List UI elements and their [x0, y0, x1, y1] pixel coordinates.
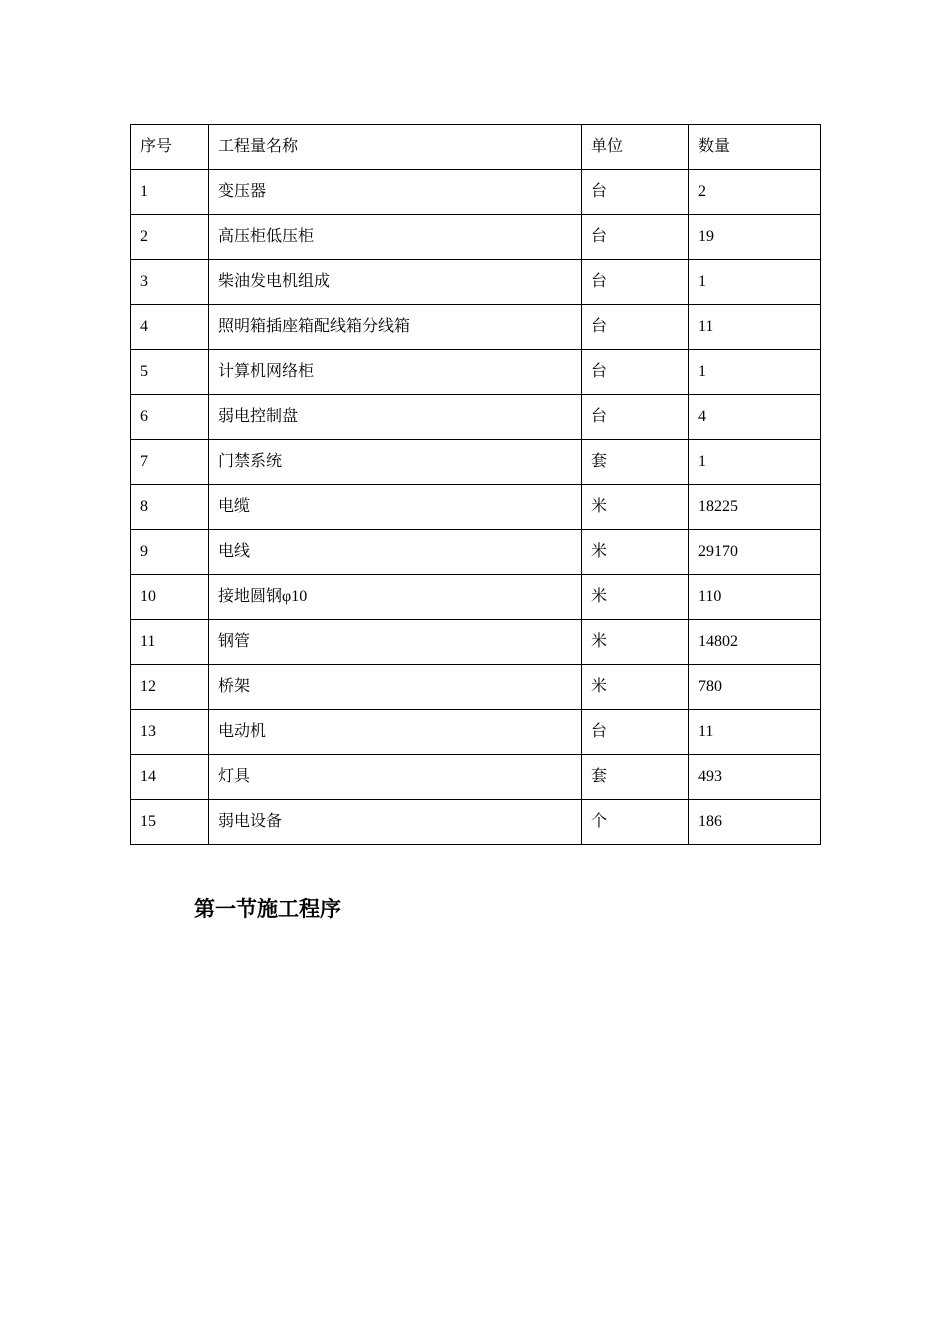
cell-quantity: 186 [689, 800, 821, 845]
table-header-row [131, 125, 821, 170]
cell-quantity: 1 [689, 260, 821, 305]
cell-seq: 9 [131, 530, 209, 575]
cell-unit: 米 [582, 575, 689, 620]
cell-seq: 7 [131, 440, 209, 485]
cell-unit: 台 [582, 170, 689, 215]
cell-seq: 8 [131, 485, 209, 530]
cell-unit: 台 [582, 215, 689, 260]
table-row [131, 575, 821, 620]
cell-unit: 套 [582, 755, 689, 800]
cell-unit: 米 [582, 530, 689, 575]
cell-unit: 台 [582, 710, 689, 755]
cell-item-name: 柴油发电机组成 [209, 260, 582, 305]
cell-unit: 台 [582, 260, 689, 305]
table-row [131, 530, 821, 575]
table-row [131, 800, 821, 845]
cell-unit: 台 [582, 395, 689, 440]
cell-unit: 套 [582, 440, 689, 485]
table-row [131, 395, 821, 440]
cell-unit: 个 [582, 800, 689, 845]
cell-item-name: 接地圆钢φ10 [209, 575, 582, 620]
table-row [131, 620, 821, 665]
cell-quantity: 1 [689, 350, 821, 395]
cell-item-name: 电线 [209, 530, 582, 575]
cell-seq: 10 [131, 575, 209, 620]
table-row [131, 350, 821, 395]
quantity-table [130, 124, 821, 845]
cell-unit: 米 [582, 485, 689, 530]
cell-item-name: 弱电控制盘 [209, 395, 582, 440]
table-row [131, 755, 821, 800]
cell-seq: 15 [131, 800, 209, 845]
cell-item-name: 计算机网络柜 [209, 350, 582, 395]
table-row [131, 440, 821, 485]
cell-item-name: 照明箱插座箱配线箱分线箱 [209, 305, 582, 350]
table-row [131, 665, 821, 710]
cell-seq: 12 [131, 665, 209, 710]
cell-quantity: 14802 [689, 620, 821, 665]
section-heading: 第一节施工程序 [194, 897, 341, 921]
cell-quantity: 11 [689, 710, 821, 755]
cell-quantity: 4 [689, 395, 821, 440]
cell-quantity: 1 [689, 440, 821, 485]
table-row [131, 305, 821, 350]
cell-quantity: 110 [689, 575, 821, 620]
cell-quantity: 493 [689, 755, 821, 800]
cell-item-name: 电动机 [209, 710, 582, 755]
cell-seq: 13 [131, 710, 209, 755]
cell-quantity: 18225 [689, 485, 821, 530]
cell-unit: 台 [582, 350, 689, 395]
table-row [131, 485, 821, 530]
cell-seq: 5 [131, 350, 209, 395]
quantity-table-body [131, 125, 821, 845]
cell-seq: 3 [131, 260, 209, 305]
header-seq: 序号 [131, 125, 209, 170]
cell-quantity: 780 [689, 665, 821, 710]
cell-unit: 台 [582, 305, 689, 350]
cell-item-name: 弱电设备 [209, 800, 582, 845]
cell-item-name: 钢管 [209, 620, 582, 665]
cell-quantity: 29170 [689, 530, 821, 575]
cell-seq: 11 [131, 620, 209, 665]
cell-seq: 4 [131, 305, 209, 350]
cell-quantity: 19 [689, 215, 821, 260]
cell-item-name: 变压器 [209, 170, 582, 215]
cell-unit: 米 [582, 620, 689, 665]
cell-item-name: 电缆 [209, 485, 582, 530]
header-unit: 单位 [582, 125, 689, 170]
cell-item-name: 高压柜低压柜 [209, 215, 582, 260]
cell-item-name: 门禁系统 [209, 440, 582, 485]
table-row [131, 170, 821, 215]
cell-seq: 2 [131, 215, 209, 260]
table-row [131, 260, 821, 305]
header-quantity: 数量 [689, 125, 821, 170]
cell-item-name: 灯具 [209, 755, 582, 800]
cell-quantity: 11 [689, 305, 821, 350]
cell-seq: 1 [131, 170, 209, 215]
cell-quantity: 2 [689, 170, 821, 215]
table-row [131, 215, 821, 260]
cell-seq: 6 [131, 395, 209, 440]
header-item-name: 工程量名称 [209, 125, 582, 170]
cell-seq: 14 [131, 755, 209, 800]
cell-item-name: 桥架 [209, 665, 582, 710]
table-row [131, 710, 821, 755]
cell-unit: 米 [582, 665, 689, 710]
